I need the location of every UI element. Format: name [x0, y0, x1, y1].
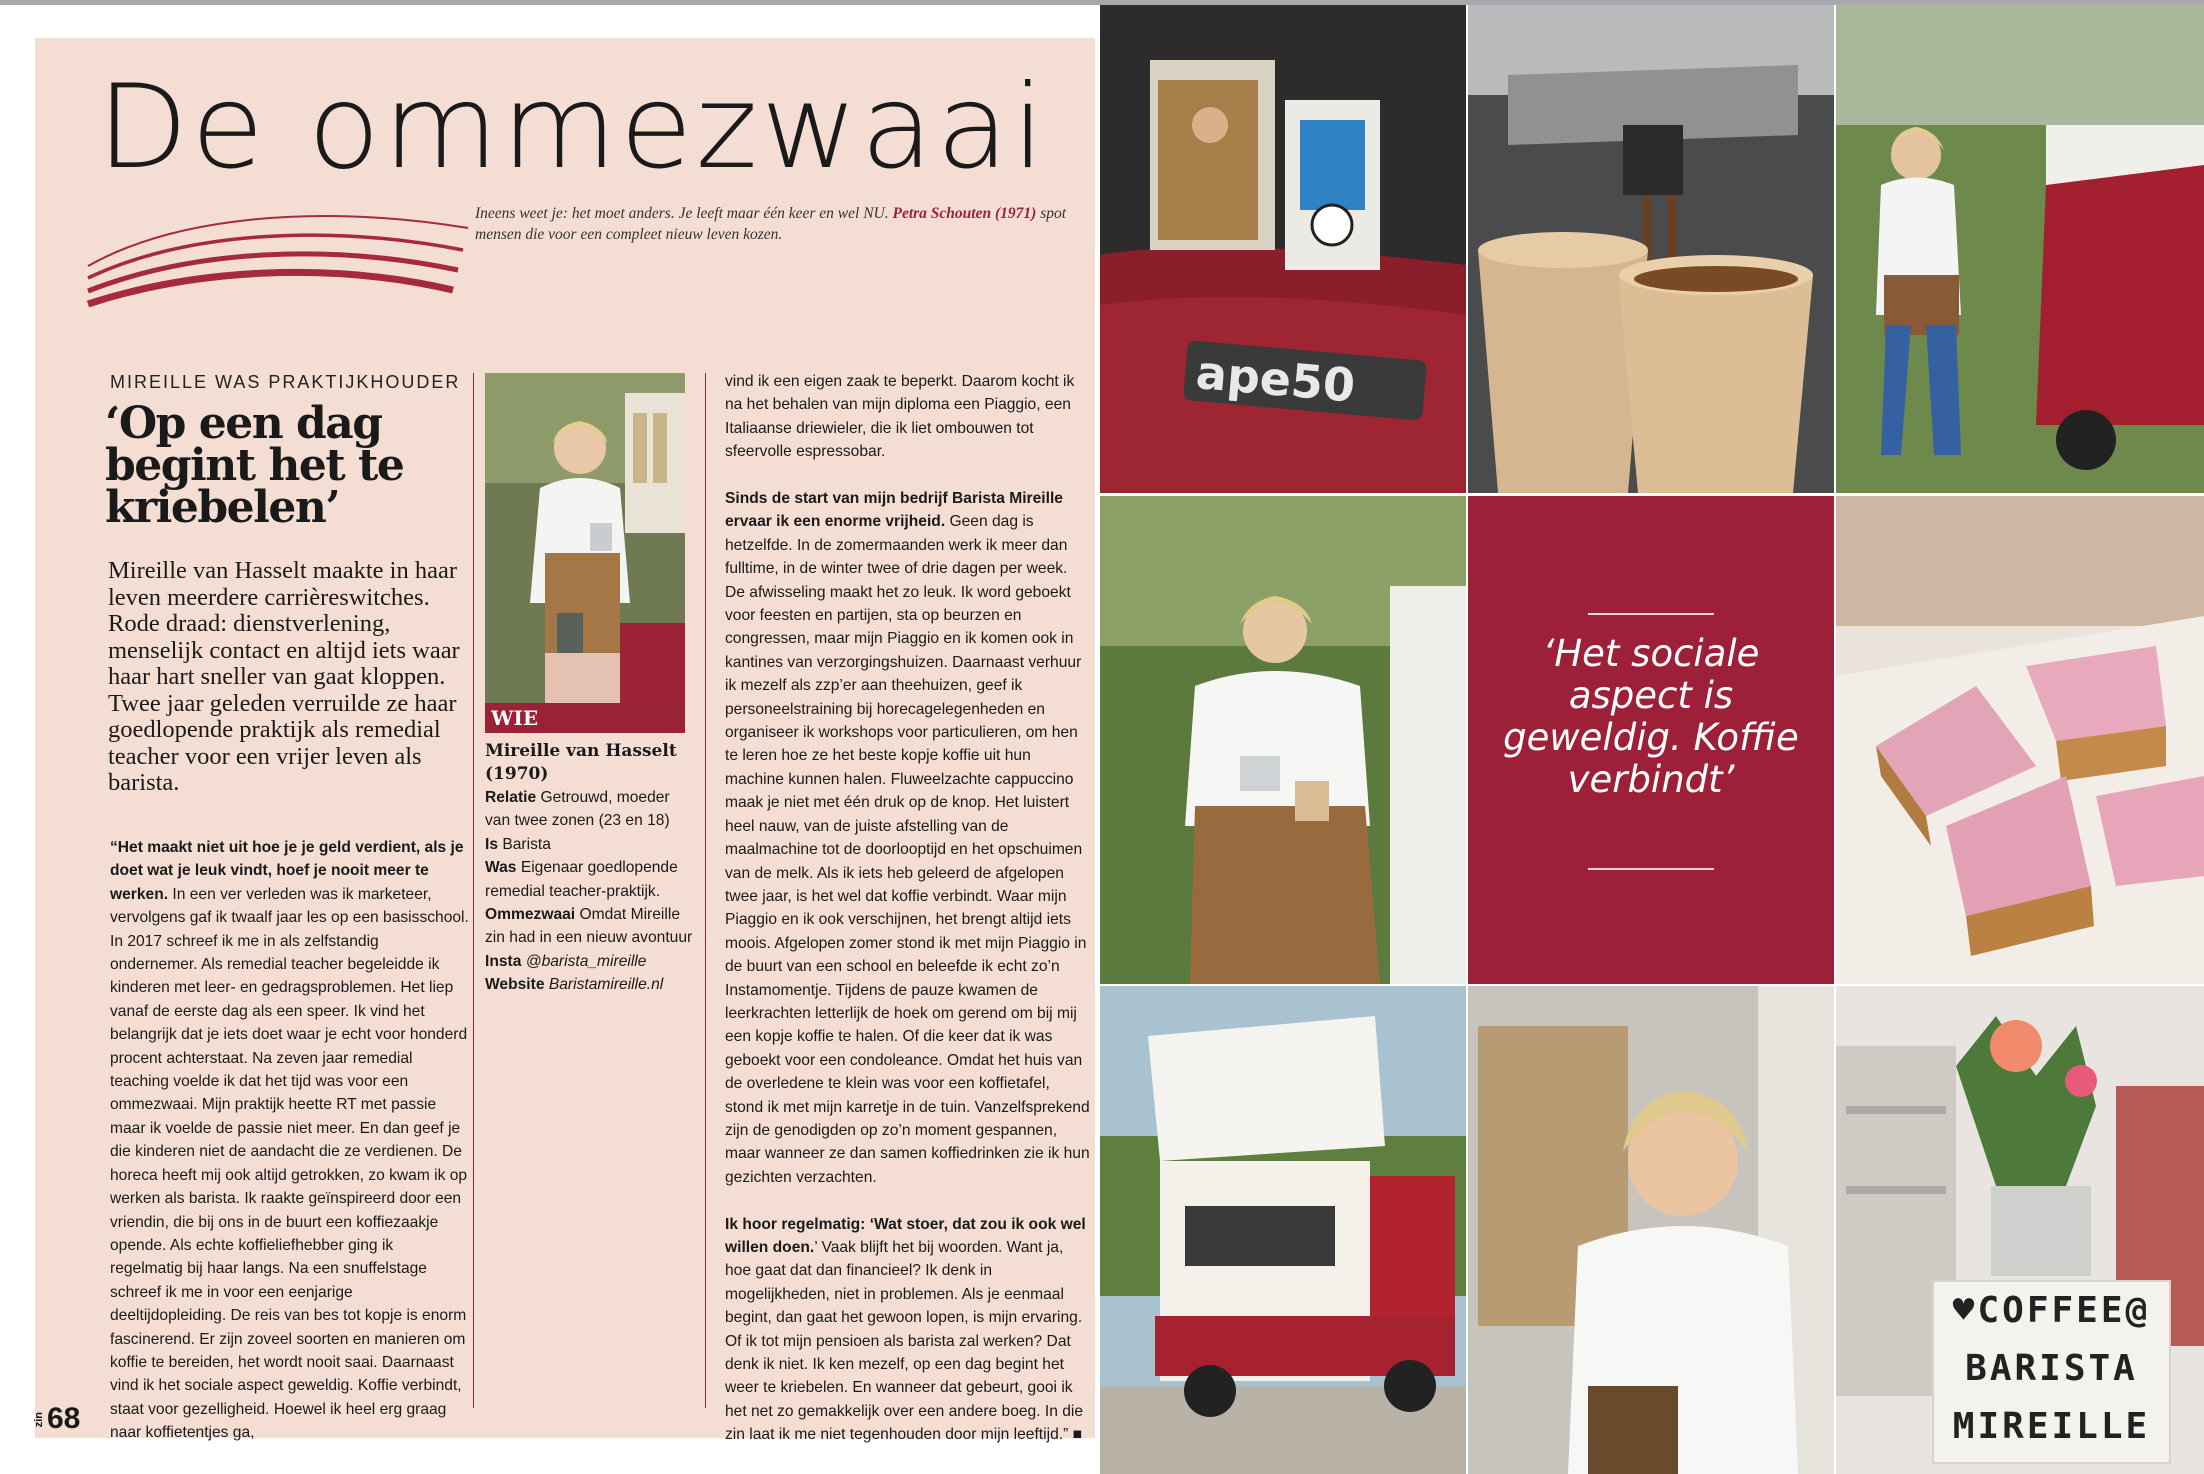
photo-ape-window: [1100, 5, 1466, 493]
article-page: [35, 38, 1095, 1444]
photo-pastries: [1836, 496, 2204, 984]
portrait-photo: [485, 373, 685, 705]
photo-barista-laughing: [1468, 986, 1834, 1474]
intro-text: Ineens weet je: het moet anders. Je leeft maar één keer en wel NU. Petra Schouten (1971) spot mensen die voor een compleet nieuw leven kozen.: [475, 205, 1067, 243]
ape-badge-text: ape50: [1193, 345, 1358, 413]
sign-line-1: ♥COFFEE@: [1952, 1290, 2151, 1331]
profile-box: Mireille van Hasselt (1970) Relatie Getrouwd, moeder van twee zonen (23 en 18) Is Barista Was Eigenaar goedlopende remedial teacher-praktijk. Ommezwaai Omdat Mireille zin had in een nieuw avontuur Insta @barista_mireille Website Baristamireille.nl: [485, 740, 695, 997]
profile-name: Mireille van Hasselt (1970): [485, 741, 677, 784]
quote-rule-bottom: [1588, 868, 1714, 870]
body-column-3: vind ik een eigen zaak te beperkt. Daarom kocht ik na het behalen van mijn diploma een Piaggio, een Italiaanse driewieler, die ik liet ombouwen tot sfeervolle espressobar. Sinds de start van mijn bedrijf Barista Mireille ervaar ik een enorme vrijheid. Geen dag is hetzelfde. In de zomermaanden werk ik meer dan fulltime, in de winter twee of drie dagen per week. De afwisseling maakt het zo leuk. Ik word geboekt voor feesten en partijen, sta op beurzen en congressen, maar mijn Piaggio en ik komen ook in kantines van verzorgingshuizen. Daarnaast verhuur ik mezelf als zzp’er aan theehuizen, geef ik personeelstraining bij horecagelegenheden en organiseer ik workshops voor particulieren, om hen te leren hoe ze het beste kopje koffie uit hun machine kunnen halen. Fluweelzachte cappuccino maak je niet met één druk op de knop. Het luistert heel nauw, van de juiste afstelling van de maalmachine tot de doorlooptijd en het opschuimen van de melk. Als ik iets heb geleerd de afgelopen twee jaar, is het wel dat koffie verbindt. Waar mijn Piaggio en ik ook verschijnen, het brengt altijd iets moois. Afgelopen zomer stond ik met mijn Piaggio in de buurt van een school en beleefde ik echt zo’n Instamomentje. Tijdens de pauze kwamen de leerkrachten letterlijk de hoek om gerend om bij mij een kopje koffie te halen. Of die keer dat ik was geboekt voor een condoleance. Omdat het huis van de overledene te klein was voor een koffietafel, stond ik met mijn karretje in de tuin. Vanzelfsprekend zijn de genodigden op zo’n moment gespannen, maar wanneer ze dan samen koffiedrinken zie ik hun gezichten verzachten. Ik hoor regelmatig: ‘Wat stoer, dat zou ik ook wel willen doen.’ Vaak blijft het bij woorden. Want ja, hoe gaat dat dan financieel? Ik denk in mogelijkheden, niet in problemen. Als je eenmaal begint, dan gaat het gewoon lopen, is mijn ervaring. Of ik tot mijn pensioen als barista zal werken? Dat denk ik niet. Ik ken mezelf, op een dag begint het weer te kriebelen. En wanneer dat gebeurt, gooi ik het net zo gemakkelijk over een andere boeg. In die zin laat ik me niet tegenhouden door mijn leeftijd.” ■: [725, 373, 1090, 1444]
article-kicker: MIREILLE WAS PRAKTIJKHOUDER: [110, 372, 461, 392]
column-divider: [473, 373, 474, 1408]
section-title: De ommezwaai: [97, 60, 1048, 195]
sign-line-3: MIREILLE: [1952, 1406, 2151, 1447]
photo-barista-pouring-milk: [1100, 496, 1466, 984]
column-divider: [705, 373, 706, 1408]
body-column-1: “Het maakt niet uit hoe je je geld verdient, als je doet wat je leuk vindt, hoef je nooit meer te werken. In een ver verleden was ik marketeer, vervolgens gaf ik twaalf jaar les op een basisschool. In 2017 schreef ik me in als zelfstandig ondernemer. Als remedial teacher begeleidde ik kinderen met leer- en gedragsproblemen. Het liep vanaf de eerste dag als een speer. Ik vind het belangrijk dat je iets doet waar je echt voor honderd procent achterstaat. Na zeven jaar remedial teaching voelde ik dat het tijd was voor een ommezwaai. Mijn praktijk heette RT met passie maar ik voelde de passie niet meer. En dan geef je die kinderen niet de aandacht die ze verdienen. De horeca heeft mij ook altijd getrokken, zo kwam ik op werken als barista. Ik raakte geïnspireerd door een vriendin, die bij ons in de buurt een koffiezaakje opende. Als echte koffieliefhebber ging ik regelmatig bij haar langs. Na een snuffelstage schreef ik me in voor een eenjarige deeltijdopleiding. De reis van bes tot kopje is enorm fascinerend. Er zijn zoveel soorten en manieren om koffie te bereiden, het wordt nooit saai. Daarnaast vind ik het sociale aspect geweldig. Koffie verbindt, staat voor gezelligheid. Hoewel ik heel erg graag naar koffietentjes ga,: [110, 839, 469, 1442]
article-lede: Mireille van Hasselt maakte in haar leven meerdere carrièreswitches. Rode draad: dienstverlening, menselijk contact en altijd iets waar haar hart sneller van gaat kloppen. Twee jaar geleden verruilde ze haar goedlopende praktijk als remedial teacher voor een vrijer leven als barista.: [108, 557, 460, 796]
quote-rule-top: [1588, 613, 1714, 615]
page-number: zin68: [33, 1402, 81, 1435]
decorative-swoosh: [83, 198, 473, 308]
wie-label: WIE: [485, 703, 685, 733]
sign-line-2: BARISTA: [1965, 1348, 2138, 1389]
pull-quote: ‘Het sociale aspect is geweldig. Koffie verbindt’: [1503, 632, 1799, 801]
photo-ape-espresso-bar: [1100, 986, 1466, 1474]
photo-barista-with-ape: [1836, 5, 2204, 493]
pull-quote-box: [1468, 496, 1834, 984]
coffee-lightbox-sign: [1932, 1280, 2171, 1464]
photo-espresso-pour: [1468, 5, 1834, 493]
magazine-brand: zin: [33, 1412, 45, 1428]
article-headline: ‘Op een dag begint het te kriebelen’: [105, 398, 404, 533]
